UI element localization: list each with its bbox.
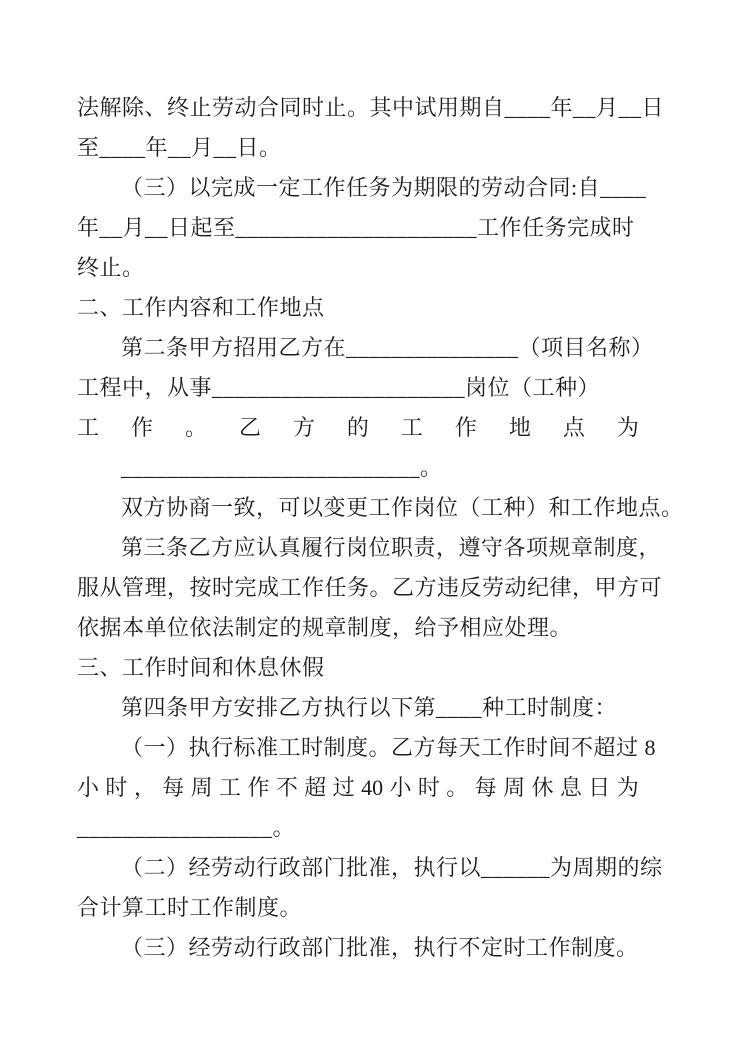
stretched-glyph: 方 (292, 415, 315, 440)
stretched-glyph: 时 (105, 775, 128, 800)
document-line: 第三条乙方应认真履行岗位职责，遵守各项规章制度， (121, 535, 662, 560)
stretched-glyph: 小 (77, 775, 100, 800)
document-line: 服从管理，按时完成工作任务。乙方违反劳动纪律，甲方可 (77, 575, 663, 600)
stretched-glyph: 乙 (238, 415, 261, 440)
stretched-glyph: 的 (346, 415, 369, 440)
stretched-glyph: 每 (162, 775, 185, 800)
stretched-glyph: 不 (275, 775, 298, 800)
document-line (77, 768, 639, 808)
document-line: 双方协商一致，可以变更工作岗位（工种）和工作地点。 (121, 495, 684, 520)
stretched-glyph: 息 (559, 775, 582, 800)
document-line: 第二条甲方招用乙方在_______________（项目名称） (121, 335, 654, 360)
document-line: （二）经劳动行政部门批准，执行以______为周期的综 (121, 855, 663, 880)
stretched-glyph: ， (133, 775, 156, 800)
document-line: 第四条甲方安排乙方执行以下第____种工时制度： (121, 695, 618, 720)
contract-text-block (77, 88, 684, 968)
stretched-glyph: 休 (531, 775, 554, 800)
stretched-glyph: 工 (77, 415, 100, 440)
document-line: 终止。 (77, 255, 145, 280)
stretched-glyph: 为 (616, 775, 639, 800)
stretched-glyph: 工 (400, 415, 423, 440)
stretched-glyph: 作 (247, 775, 270, 800)
stretched-glyph: 作 (130, 415, 153, 440)
document-line: __________________________。 (121, 455, 443, 480)
document-line: _________________。 (77, 815, 296, 840)
stretched-glyph: 为 (616, 415, 639, 440)
document-line: （三）以完成一定工作任务为期限的劳动合同:自____ (121, 175, 647, 200)
document-line: 工程中，从事______________________岗位（工种） (77, 375, 601, 400)
document-line: 二、工作内容和工作地点 (77, 295, 325, 320)
stretched-glyph: 作 (454, 415, 477, 440)
stretched-glyph: 40 (361, 775, 384, 800)
stretched-glyph: 时 (417, 775, 440, 800)
document-line: 年__月__日起至_____________________工作任务完成时 (77, 215, 635, 240)
stretched-glyph: 。 (184, 415, 207, 440)
document-line: 依据本单位依法制定的规章制度，给予相应处理。 (77, 615, 573, 640)
document-line: 至____年__月__日。 (77, 135, 282, 160)
stretched-glyph: 地 (508, 415, 531, 440)
stretched-glyph: 工 (219, 775, 242, 800)
document-line (77, 408, 639, 448)
document-line: 合计算工时工作制度。 (77, 895, 303, 920)
stretched-glyph: 点 (562, 415, 585, 440)
stretched-glyph: 周 (503, 775, 526, 800)
document-line: 法解除、终止劳动合同时止。其中试用期自____年__月__日 (77, 95, 665, 120)
stretched-glyph: 日 (588, 775, 611, 800)
stretched-glyph: 超 (304, 775, 327, 800)
document-line: （三）经劳动行政部门批准，执行不定时工作制度。 (121, 935, 639, 960)
document-line: 三、工作时间和休息休假 (77, 655, 325, 680)
stretched-glyph: 小 (389, 775, 412, 800)
document-line: （一）执行标准工时制度。乙方每天工作时间不超过 8 (121, 735, 657, 760)
stretched-glyph: 每 (474, 775, 497, 800)
stretched-glyph: 周 (190, 775, 213, 800)
stretched-glyph: 。 (446, 775, 469, 800)
stretched-glyph: 过 (332, 775, 355, 800)
